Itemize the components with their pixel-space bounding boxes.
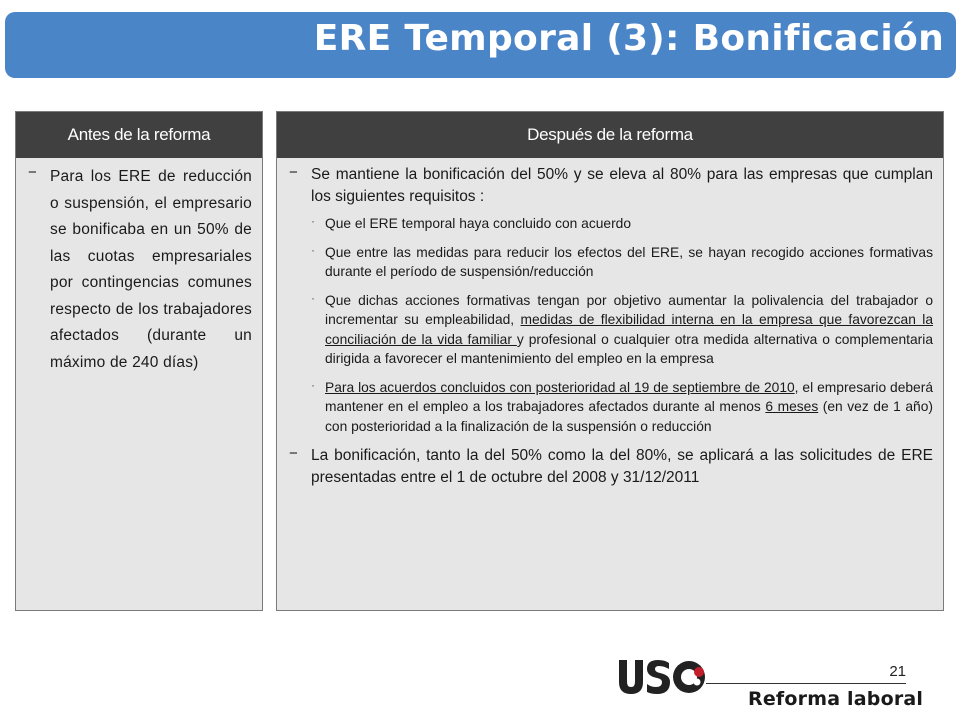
dot-bullet-icon: · — [311, 290, 315, 305]
requirement-text: Que entre las medidas para reducir los efectos del ERE, se hayan recogido acciones formativas durante el período de suspensión/reducción — [325, 244, 933, 279]
list-item — [289, 445, 933, 489]
requirement-text: Que el ERE temporal haya concluido con acuerdo — [325, 216, 632, 231]
after-reform-header: Después de la reforma — [277, 112, 943, 158]
requirement-text — [325, 291, 933, 369]
after-reform-body — [277, 158, 943, 489]
before-reform-header: Antes de la reforma — [16, 112, 262, 158]
requirement-item — [311, 291, 933, 369]
after-reform-panel — [276, 111, 944, 611]
dot-bullet-icon: · — [311, 242, 315, 257]
before-reform-panel — [15, 111, 263, 611]
page-number: 21 — [889, 663, 906, 680]
before-reform-body — [16, 158, 262, 376]
uso-logo — [615, 654, 707, 705]
requirement-text-part: (en vez de 1 año) con posterioridad a la finalización de la suspensión o reducción — [325, 399, 933, 434]
dot-bullet-icon: · — [311, 214, 315, 228]
underlined-phrase: 6 meses — [765, 399, 819, 414]
after-reform-intro: Se mantiene la bonificación del 50% y se eleva al 80% para las empresas que cumplan los siguientes requisitos : — [311, 166, 933, 205]
requirement-text — [325, 378, 933, 437]
list-item — [28, 164, 252, 376]
footer-divider — [706, 683, 906, 684]
title-bar — [5, 12, 956, 78]
dot-bullet-icon: · — [311, 377, 315, 392]
dash-bullet-icon: − — [289, 164, 298, 181]
dash-bullet-icon: − — [289, 445, 298, 462]
requirement-item — [311, 243, 933, 282]
list-item — [289, 164, 933, 208]
dash-bullet-icon: − — [28, 164, 37, 181]
underlined-phrase: Para los acuerdos concluidos con posterioridad al 19 de septiembre de 2010 — [325, 379, 795, 395]
requirement-item — [311, 378, 933, 437]
requirement-text-part: , el empresario deberá mantener en el empleo a los trabajadores afectados durante al menos — [325, 379, 933, 414]
requirement-text-part: y profesional o cualquier otra medida alternativa o complementaria dirigida a favorecer el mantenimiento del empleo en la empresa — [325, 331, 933, 366]
page-title: ERE Temporal (3): Bonificación — [313, 18, 944, 59]
footer-label: Reforma laboral — [748, 688, 924, 710]
requirement-item — [311, 214, 933, 234]
underlined-phrase: medidas de flexibilidad interna en la empresa que favorezcan la conciliación de la vida familiar — [325, 312, 933, 347]
after-reform-closing: La bonificación, tanto la del 50% como la del 80%, se aplicará a las solicitudes de ERE presentadas entre el 1 de octubre del 2008 y 31/12/2011 — [311, 447, 933, 486]
uso-logo-icon — [615, 654, 707, 700]
before-reform-text: Para los ERE de reducción o suspensión, el empresario se bonificaba en un 50% de las cuotas empresariales por contingencias comunes respecto de los trabajadores afectados (durante un máximo de 240 días) — [50, 168, 252, 371]
requirements-list — [311, 214, 933, 436]
requirement-text-part: Que dichas acciones formativas tengan por objetivo aumentar la polivalencia del trabajador o incrementar su empleabilidad, — [325, 292, 933, 327]
